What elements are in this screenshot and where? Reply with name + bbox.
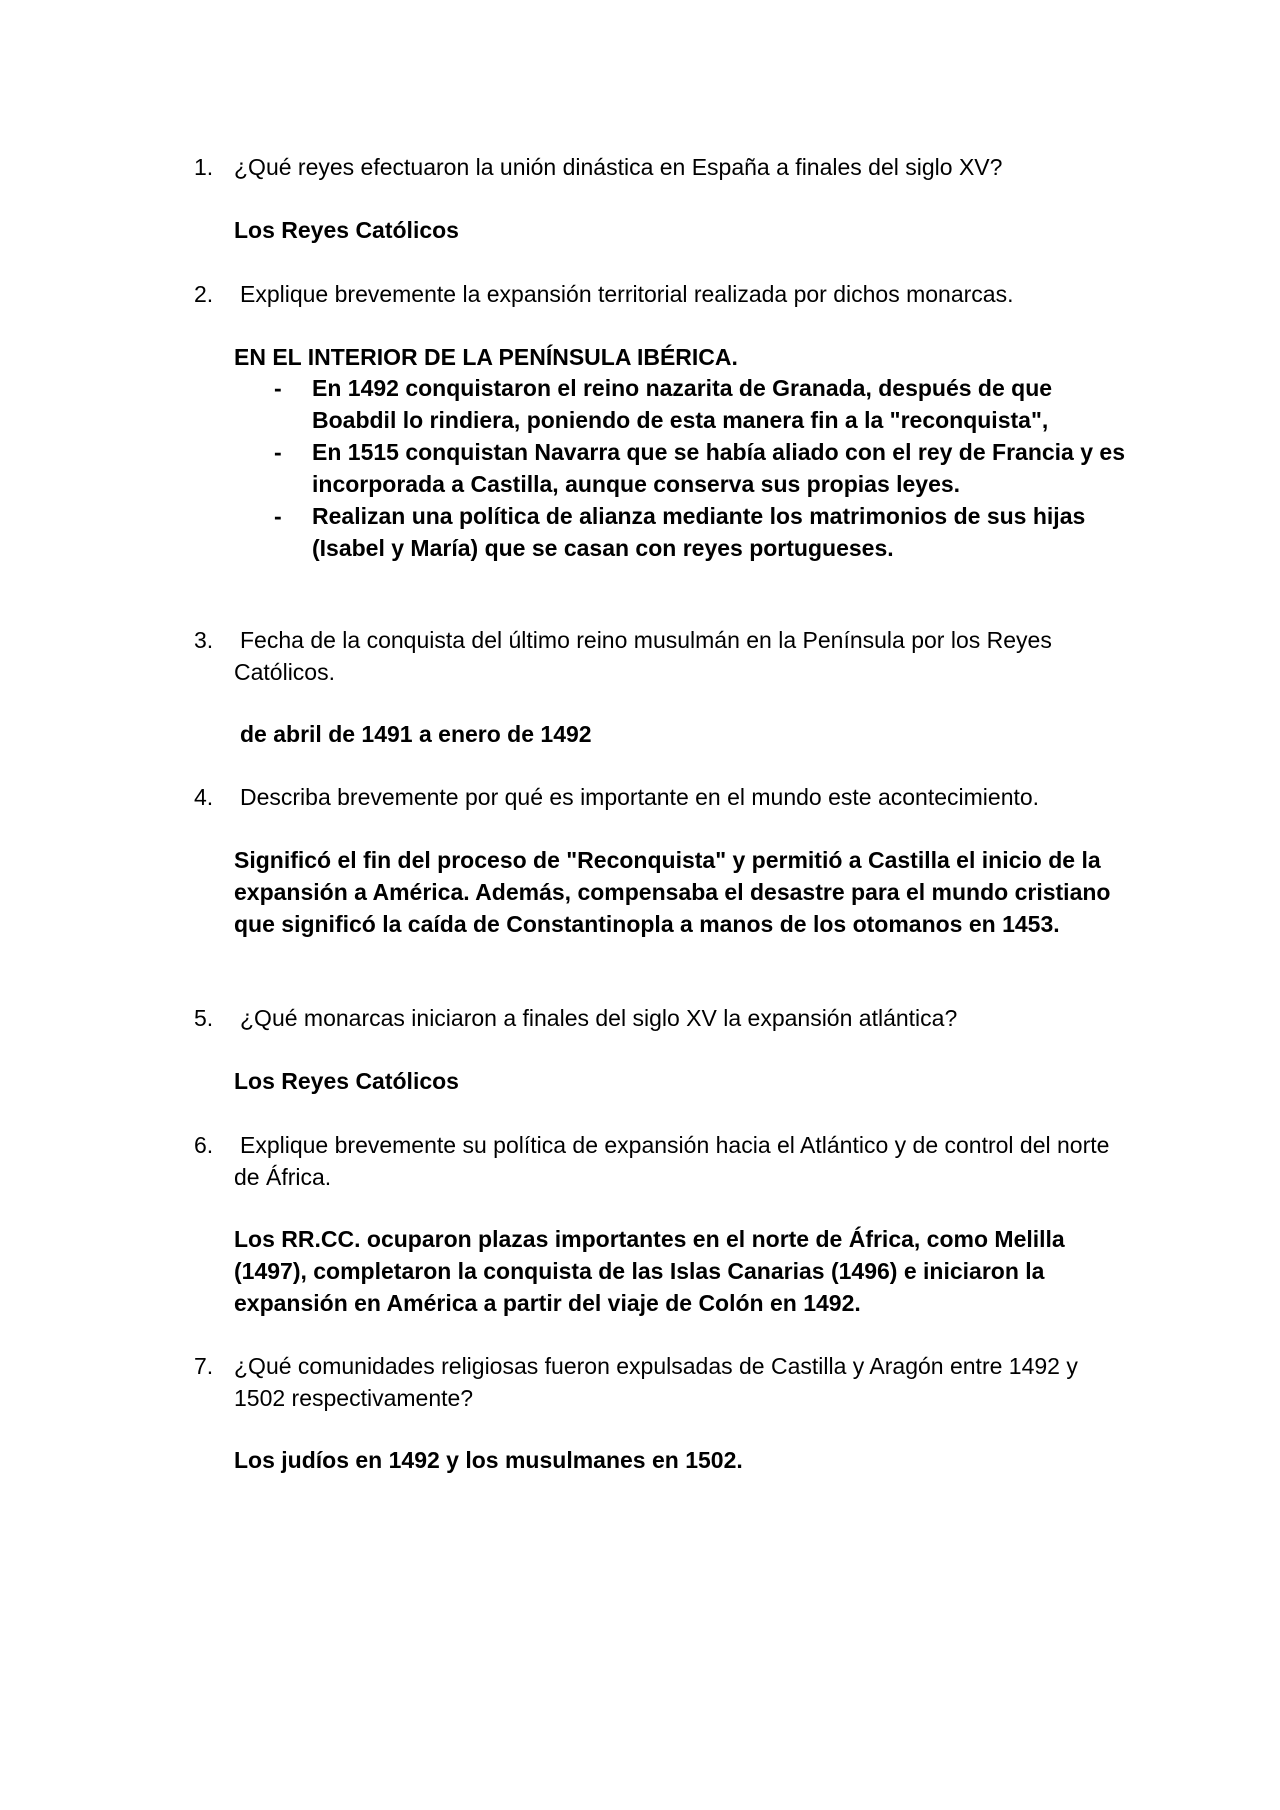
bullet-marker: -	[274, 503, 282, 529]
question-text: Fecha de la conquista del último reino musulmán en la Península por los Reyes Católicos.	[234, 627, 1052, 685]
question-text: ¿Qué reyes efectuaron la unión dinástica en España a finales del siglo XV?	[234, 154, 1003, 180]
list-item	[270, 500, 1140, 564]
answer-7: Los judíos en 1492 y los musulmanes en 1502.	[234, 1447, 743, 1473]
question-number: 5.	[194, 1005, 214, 1031]
answer-4: Significó el fin del proceso de "Reconquista" y permitió a Castilla el inicio de la expansión a América. Además, compensaba el desastre para el mundo cristiano que significó la caída de Constantinopla a manos de los otomanos en 1453.	[234, 847, 1111, 937]
question-text: ¿Qué monarcas iniciaron a finales del siglo XV la expansión atlántica?	[240, 1005, 958, 1031]
bullet-text: En 1492 conquistaron el reino nazarita de Granada, después de que Boabdil lo rindiera, poniendo de esta manera fin a la "reconquista",	[312, 375, 1053, 433]
bullet-marker: -	[274, 375, 282, 401]
question-number: 1.	[194, 154, 214, 180]
question-number: 6.	[194, 1132, 214, 1158]
question-text: Explique brevemente su política de expansión hacia el Atlántico y de control del norte de África.	[234, 1132, 1110, 1190]
answer-6: Los RR.CC. ocuparon plazas importantes en el norte de África, como Melilla (1497), completaron la conquista de las Islas Canarias (1496) e iniciaron la expansión en América a partir del viaje de Colón en 1492.	[234, 1226, 1065, 1316]
list-item	[270, 436, 1140, 500]
question-text: ¿Qué comunidades religiosas fueron expulsadas de Castilla y Aragón entre 1492 y 1502 respectivamente?	[234, 1353, 1078, 1411]
answer-3: de abril de 1491 a enero de 1492	[240, 721, 592, 747]
question-number: 2.	[194, 281, 214, 307]
question-text: Describa brevemente por qué es importante en el mundo este acontecimiento.	[240, 784, 1040, 810]
list-item	[270, 372, 1140, 436]
question-text: Explique brevemente la expansión territorial realizada por dichos monarcas.	[240, 281, 1014, 307]
bullet-text: En 1515 conquistan Navarra que se había aliado con el rey de Francia y es incorporada a Castilla, aunque conserva sus propias leyes.	[312, 439, 1126, 497]
answer-2-heading: EN EL INTERIOR DE LA PENÍNSULA IBÉRICA.	[234, 344, 738, 370]
answer-2-bullet-list	[270, 372, 1140, 564]
bullet-text: Realizan una política de alianza mediante los matrimonios de sus hijas (Isabel y María) que se casan con reyes portugueses.	[312, 503, 1086, 561]
answer-5: Los Reyes Católicos	[234, 1068, 459, 1094]
answer-1: Los Reyes Católicos	[234, 217, 459, 243]
question-number: 4.	[194, 784, 214, 810]
question-number: 3.	[194, 627, 214, 653]
question-number: 7.	[194, 1353, 214, 1379]
bullet-marker: -	[274, 439, 282, 465]
